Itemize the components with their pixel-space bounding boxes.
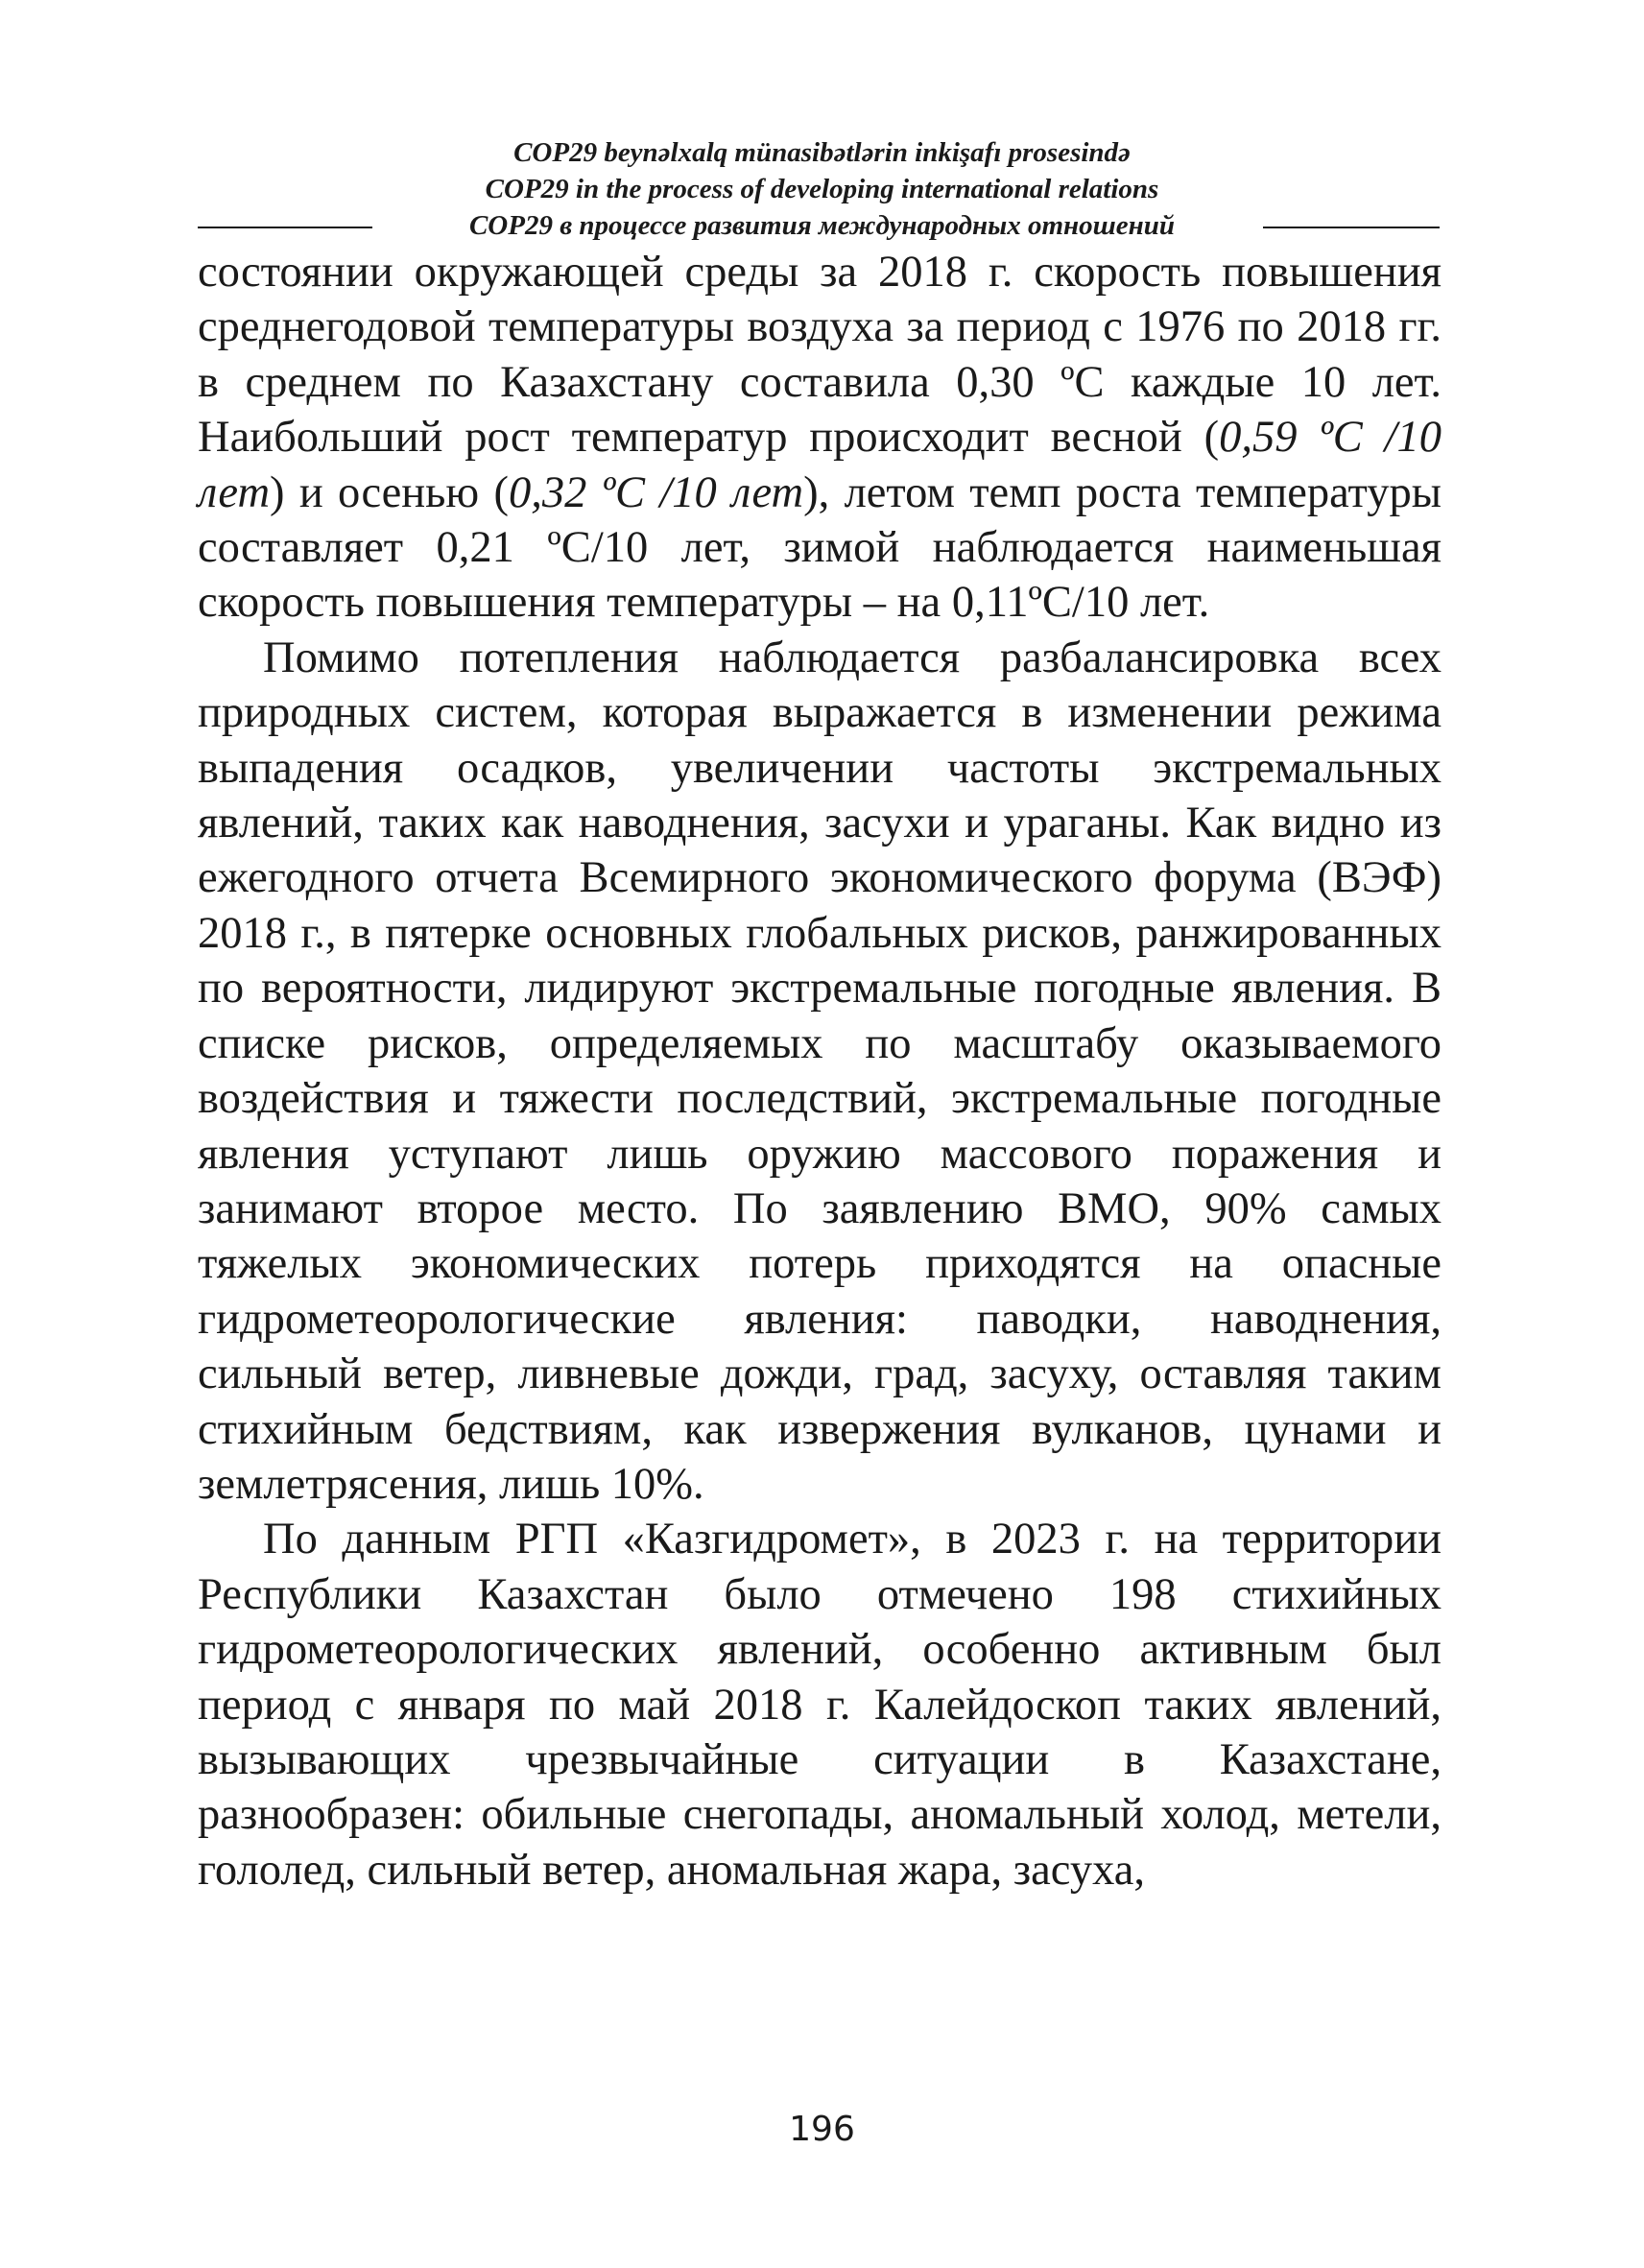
paragraph-2: Помимо потепления наблюдается разбалансировка всех природных систем, которая выражается в изменении режима выпадения осадков, увеличении частоты экстремальных явлений, таких как наводнения, засухи и ураганы. Как видно из ежегодного отчета Всемирного экономического форума (ВЭФ) 2018 г., в пятерке основных глобальных рисков, ранжированных по вероятности, лидируют экстремальные погодные явления. В списке рисков, определяемых по масштабу оказываемого воздействия и тяжести последствий, экстремальные погодные явления уступают лишь оружию массового поражения и занимают второе место. По заявлению ВМО, 90% самых тяжелых экономических потерь приходятся на опасные гидрометеорологические явления: паводки, наводнения, сильный ветер, ливневые дожди, град, засуху, оставляя таким стихийным бедствиям, как извержения вулканов, цунами и землетрясения, лишь 10%.: [198, 633, 1441, 1509]
paragraph-1-text-a: состоянии окружающей среды за 2018 г. скорость повышения среднегодовой температуры воздуха за период с 1976 по 2018 гг. в среднем по Казахстану составила 0,30 ºС каждые 10 лет. Наибольший рост температур происходит весной (: [198, 248, 1441, 463]
header-line-azerbaijani: COP29 beynəlxalq münasibətlərin inkişafı prosesində: [513, 137, 1131, 168]
header-rule-left: [198, 227, 372, 228]
header-rule-right: [1263, 227, 1440, 228]
paragraph-1-italic-autumn: 0,32 ºС /10 лет: [508, 467, 804, 517]
header-line-english: COP29 in the process of developing international relations: [485, 174, 1159, 204]
paragraph-1-italic-spring: 0,59 ºС /10 лет: [198, 413, 1442, 517]
paragraph-continued: [198, 245, 1441, 631]
paragraph-1-text-c: ), летом темп роста температуры составляет 0,21 ºС/10 лет, зимой наблюдается наименьшая скорость повышения температуры – на 0,11ºС/10 лет.: [198, 467, 1441, 628]
paragraph-1-text-b: ) и осенью (: [270, 467, 509, 517]
paragraph-3: По данным РГП «Казгидромет», в 2023 г. на территории Республики Казахстан было отмечено 198 стихийных гидрометеорологических явлений, особенно активным был период с января по май 2018 г. Калейдоскоп таких явлений, вызывающих чрезвычайные ситуации в Казахстане, разнообразен: обильные снегопады, аномальный холод, метели, гололед, сильный ветер, аномальная жара, засуха,: [198, 1515, 1441, 1895]
header-line-russian: COP29 в процессе развития международных отношений: [468, 210, 1176, 241]
page-number: 196: [789, 2110, 855, 2149]
page-body: [198, 245, 1441, 1898]
